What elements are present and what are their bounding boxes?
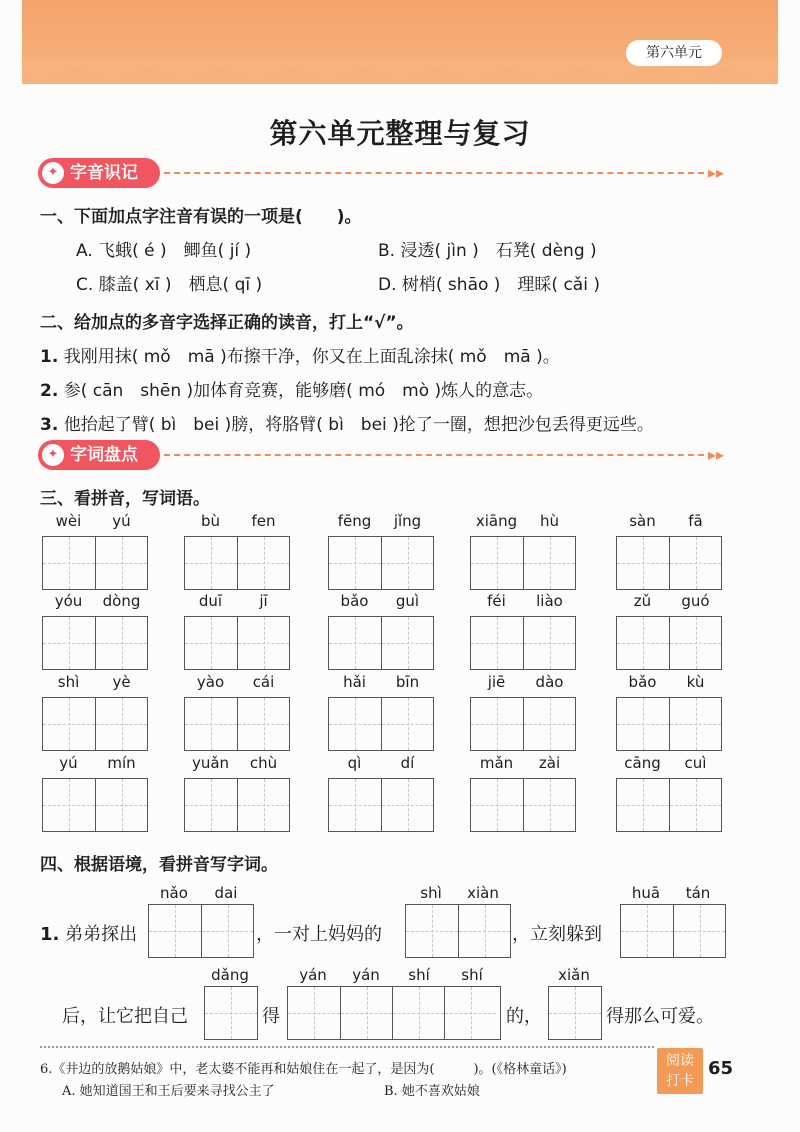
write-cell[interactable]	[381, 779, 433, 831]
pinyin-label: bǎo	[340, 592, 369, 610]
write-cell[interactable]	[95, 537, 147, 589]
write-cell[interactable]	[95, 698, 147, 750]
write-cell[interactable]	[669, 698, 721, 750]
write-cell[interactable]	[329, 537, 381, 589]
section-pill	[38, 158, 160, 188]
pinyin-label: shí	[461, 966, 483, 984]
pinyin-word-item	[616, 512, 722, 592]
pinyin-word-item	[184, 673, 290, 753]
q2-item-1	[40, 342, 560, 367]
writing-box[interactable]	[42, 616, 148, 670]
writing-box[interactable]	[184, 697, 290, 751]
pinyin-word-item	[42, 592, 148, 672]
pinyin-label: zǔ	[633, 592, 652, 610]
answer-box-huatan[interactable]	[620, 904, 726, 958]
q4-text-4: 后，让它把自己	[62, 1006, 188, 1027]
item-number: 2.	[40, 381, 59, 401]
write-cell[interactable]	[471, 698, 523, 750]
write-cell[interactable]	[406, 905, 458, 957]
badge-line-2: 打卡	[666, 1073, 694, 1089]
writing-box[interactable]	[328, 697, 434, 751]
write-cell[interactable]	[392, 987, 444, 1039]
lightbulb-icon: ✦	[42, 444, 64, 466]
pinyin-label: xiàn	[467, 884, 499, 902]
write-cell[interactable]	[237, 617, 289, 669]
question-4-title: 四、根据语境，看拼音写字词。	[40, 855, 278, 875]
pinyin-label: hǎi	[343, 673, 366, 691]
pinyin-label: cái	[252, 673, 275, 691]
write-cell[interactable]	[669, 617, 721, 669]
answer-box-shixian[interactable]	[405, 904, 511, 958]
write-cell[interactable]	[288, 987, 340, 1039]
write-cell[interactable]	[471, 617, 523, 669]
pinyin-label: liào	[536, 592, 563, 610]
pinyin-label: dí	[400, 754, 415, 772]
section-divider	[164, 172, 704, 174]
writing-box[interactable]	[328, 778, 434, 832]
writing-box[interactable]	[184, 616, 290, 670]
item-number: 3.	[40, 415, 59, 435]
double-arrow-icon: ▸▸	[707, 163, 724, 182]
question-2-title: 二、给加点的多音字选择正确的读音，打上“√”。	[40, 313, 414, 333]
pinyin-row	[616, 592, 722, 612]
pinyin-word-item	[42, 754, 148, 834]
write-cell[interactable]	[381, 537, 433, 589]
q4-line1-start	[40, 920, 137, 946]
write-cell[interactable]	[381, 617, 433, 669]
question-3-title: 三、看拼音，写词语。	[40, 489, 210, 509]
pinyin-label: mín	[107, 754, 136, 772]
pinyin-row	[42, 754, 148, 774]
writing-box[interactable]	[42, 536, 148, 590]
write-cell[interactable]	[185, 698, 237, 750]
write-cell[interactable]	[43, 698, 95, 750]
item-text: 参( cān shēn )加体育竞赛，能够磨( mó mò )炼人的意志。	[63, 381, 544, 401]
pinyin-row	[42, 673, 148, 693]
q4-text-5: 得	[262, 1006, 280, 1027]
write-cell[interactable]	[669, 537, 721, 589]
writing-box[interactable]	[328, 616, 434, 670]
pinyin-label: hù	[539, 512, 559, 530]
pinyin-label: shì	[420, 884, 442, 902]
pinyin-label: féi	[487, 592, 506, 610]
pinyin-word-item	[616, 754, 722, 834]
pinyin-label: cāng	[624, 754, 661, 772]
pinyin-row	[42, 512, 148, 532]
pinyin-label: sàn	[629, 512, 656, 530]
pinyin-row	[328, 673, 434, 693]
write-cell[interactable]	[458, 905, 510, 957]
pinyin-label: fen	[251, 512, 276, 530]
write-cell[interactable]	[95, 779, 147, 831]
q1-option-c: C. 膝盖( xī ) 栖息( qī )	[76, 275, 263, 295]
write-cell[interactable]	[471, 779, 523, 831]
footer-divider	[40, 1046, 654, 1048]
pinyin-label: wèi	[55, 512, 82, 530]
q4-text-6: 的，	[506, 1006, 542, 1027]
pinyin-word-item	[42, 673, 148, 753]
writing-box[interactable]	[470, 697, 576, 751]
q2-item-2	[40, 376, 543, 401]
section-divider	[164, 454, 704, 456]
pinyin-label: chù	[249, 754, 278, 772]
writing-box[interactable]	[616, 616, 722, 670]
footer-option-b: B. 她不喜欢姑娘	[384, 1084, 480, 1099]
pinyin-word-item	[328, 754, 434, 834]
write-cell[interactable]	[149, 905, 201, 957]
pinyin-row	[616, 512, 722, 532]
q4-text-1: 弟弟探出	[65, 924, 138, 945]
pinyin-word-item	[328, 592, 434, 672]
pinyin-label: fēng	[337, 512, 372, 530]
write-cell[interactable]	[617, 617, 669, 669]
pinyin-row	[328, 512, 434, 532]
pinyin-row	[42, 592, 148, 612]
pinyin-word-item	[470, 592, 576, 672]
pinyin-row	[184, 754, 290, 774]
q4-text-7: 得那么可爱。	[606, 1006, 714, 1027]
write-cell[interactable]	[549, 987, 601, 1039]
q2-item-3	[40, 410, 654, 435]
write-cell[interactable]	[185, 537, 237, 589]
pinyin-row	[470, 754, 576, 774]
pinyin-row	[184, 673, 290, 693]
write-cell[interactable]	[185, 779, 237, 831]
write-cell[interactable]	[43, 537, 95, 589]
pinyin-label: bīn	[395, 673, 420, 691]
q4-text-3: ，立刻躲到	[512, 924, 602, 945]
write-cell[interactable]	[523, 698, 575, 750]
write-cell[interactable]	[329, 779, 381, 831]
pinyin-label: xiǎn	[558, 966, 590, 984]
pinyin-label: fā	[688, 512, 703, 530]
writing-box[interactable]	[184, 778, 290, 832]
write-cell[interactable]	[621, 905, 673, 957]
pinyin-label: dòng	[102, 592, 141, 610]
pinyin-label: guì	[395, 592, 420, 610]
pinyin-label: zài	[538, 754, 561, 772]
section-label: 字词盘点	[70, 445, 138, 465]
write-cell[interactable]	[329, 698, 381, 750]
write-cell[interactable]	[617, 779, 669, 831]
pinyin-word-item	[184, 592, 290, 672]
pinyin-word-item	[470, 754, 576, 834]
pinyin-label: yú	[112, 512, 131, 530]
writing-box[interactable]	[42, 778, 148, 832]
pinyin-row	[470, 673, 576, 693]
pinyin-row	[184, 512, 290, 532]
answer-box-xian[interactable]	[548, 986, 602, 1040]
pinyin-word-item	[328, 512, 434, 592]
pinyin-word-item	[470, 673, 576, 753]
item-text: 他抬起了臂( bì bei )膀，将胳臂( bì bei )抡了一圈，想把沙包丢得更远些。	[63, 415, 654, 435]
item-text: 我刚用抹( mǒ mā )布擦干净，你又在上面乱涂抹( mǒ mā )。	[63, 347, 560, 367]
pinyin-word-item	[328, 673, 434, 753]
write-cell[interactable]	[329, 617, 381, 669]
write-cell[interactable]	[523, 617, 575, 669]
write-cell[interactable]	[673, 905, 725, 957]
pinyin-row	[616, 673, 722, 693]
writing-box[interactable]	[328, 536, 434, 590]
footer-reading-question: 6.《井边的放鹅姑娘》中，老太婆不能再和姑娘住在一起了，是因为( )。(《格林童话》)	[40, 1062, 567, 1077]
pinyin-label: yè	[112, 673, 131, 691]
question-1-title: 一、下面加点字注音有误的一项是( )。	[40, 207, 362, 227]
write-cell[interactable]	[201, 905, 253, 957]
writing-box[interactable]	[616, 778, 722, 832]
pinyin-word-item	[42, 512, 148, 592]
write-cell[interactable]	[617, 698, 669, 750]
writing-box[interactable]	[470, 778, 576, 832]
pinyin-label: mǎn	[479, 754, 514, 772]
pinyin-row	[616, 754, 722, 774]
pinyin-label: dǎng	[211, 966, 249, 984]
pinyin-label: dai	[214, 884, 238, 902]
answer-box-naodai[interactable]	[148, 904, 254, 958]
pinyin-label: shì	[57, 673, 80, 691]
double-arrow-icon: ▸▸	[707, 445, 724, 464]
pinyin-label: jī	[259, 592, 268, 610]
pinyin-label: yóu	[54, 592, 83, 610]
pinyin-label: yán	[299, 966, 327, 984]
pinyin-label: qì	[347, 754, 362, 772]
section-label: 字音识记	[70, 163, 138, 183]
q1-option-a: A. 飞蛾( é ) 鲫鱼( jí )	[76, 241, 252, 261]
write-cell[interactable]	[617, 537, 669, 589]
pinyin-label: xiāng	[475, 512, 518, 530]
pinyin-label: cuì	[684, 754, 707, 772]
unit-tag: 第六单元	[626, 40, 722, 66]
q4-text-2: ，一对上妈妈的	[256, 924, 382, 945]
write-cell[interactable]	[381, 698, 433, 750]
write-cell[interactable]	[205, 987, 257, 1039]
pinyin-row	[328, 754, 434, 774]
pinyin-label: bù	[200, 512, 221, 530]
badge-line-1: 阅读	[666, 1053, 694, 1069]
write-cell[interactable]	[95, 617, 147, 669]
write-cell[interactable]	[669, 779, 721, 831]
lightbulb-icon: ✦	[42, 162, 64, 184]
writing-box[interactable]	[42, 697, 148, 751]
pinyin-label: jiē	[487, 673, 506, 691]
pinyin-label: tán	[685, 884, 711, 902]
pinyin-label: dào	[535, 673, 564, 691]
section-pill	[38, 440, 160, 470]
pinyin-label: yán	[352, 966, 380, 984]
pinyin-row	[184, 592, 290, 612]
write-cell[interactable]	[237, 779, 289, 831]
write-cell[interactable]	[444, 987, 496, 1039]
write-cell[interactable]	[185, 617, 237, 669]
item-number: 1.	[40, 347, 59, 367]
writing-box[interactable]	[616, 536, 722, 590]
answer-box-yanyanshishi[interactable]	[287, 986, 501, 1040]
writing-box[interactable]	[616, 697, 722, 751]
pinyin-label: yào	[196, 673, 225, 691]
reading-checkin-badge	[657, 1048, 703, 1094]
write-cell[interactable]	[523, 537, 575, 589]
pinyin-word-item	[470, 512, 576, 592]
pinyin-label: shí	[408, 966, 430, 984]
pinyin-label: nǎo	[160, 884, 188, 902]
write-cell[interactable]	[43, 617, 95, 669]
write-cell[interactable]	[471, 537, 523, 589]
pinyin-label: huā	[631, 884, 661, 902]
pinyin-word-item	[184, 754, 290, 834]
pinyin-row	[470, 512, 576, 532]
pinyin-word-item	[616, 673, 722, 753]
pinyin-row	[328, 592, 434, 612]
pinyin-label: guó	[681, 592, 710, 610]
writing-box[interactable]	[470, 616, 576, 670]
footer-option-a: A. 她知道国王和王后要来寻找公主了	[62, 1084, 275, 1099]
write-cell[interactable]	[237, 698, 289, 750]
answer-box-dang[interactable]	[204, 986, 258, 1040]
pinyin-label: jǐng	[393, 512, 422, 530]
write-cell[interactable]	[340, 987, 392, 1039]
pinyin-word-item	[184, 512, 290, 592]
pinyin-word-item	[616, 592, 722, 672]
pinyin-label: duī	[198, 592, 223, 610]
q1-option-b: B. 浸透( jìn ) 石凳( dèng )	[378, 241, 597, 261]
section-banner-vocabulary	[38, 440, 728, 470]
pinyin-label: yú	[59, 754, 78, 772]
writing-box[interactable]	[470, 536, 576, 590]
page-number: 65	[708, 1058, 734, 1079]
pinyin-label: kù	[686, 673, 705, 691]
write-cell[interactable]	[43, 779, 95, 831]
section-banner-pronunciation	[38, 158, 728, 188]
writing-box[interactable]	[184, 536, 290, 590]
pinyin-row	[470, 592, 576, 612]
q1-option-d: D. 树梢( shāo ) 理睬( cǎi )	[378, 275, 600, 295]
pinyin-label: yuǎn	[191, 754, 230, 772]
item-number: 1.	[40, 924, 60, 945]
pinyin-label: bǎo	[628, 673, 657, 691]
write-cell[interactable]	[523, 779, 575, 831]
write-cell[interactable]	[237, 537, 289, 589]
page-title: 第六单元整理与复习	[269, 117, 531, 150]
